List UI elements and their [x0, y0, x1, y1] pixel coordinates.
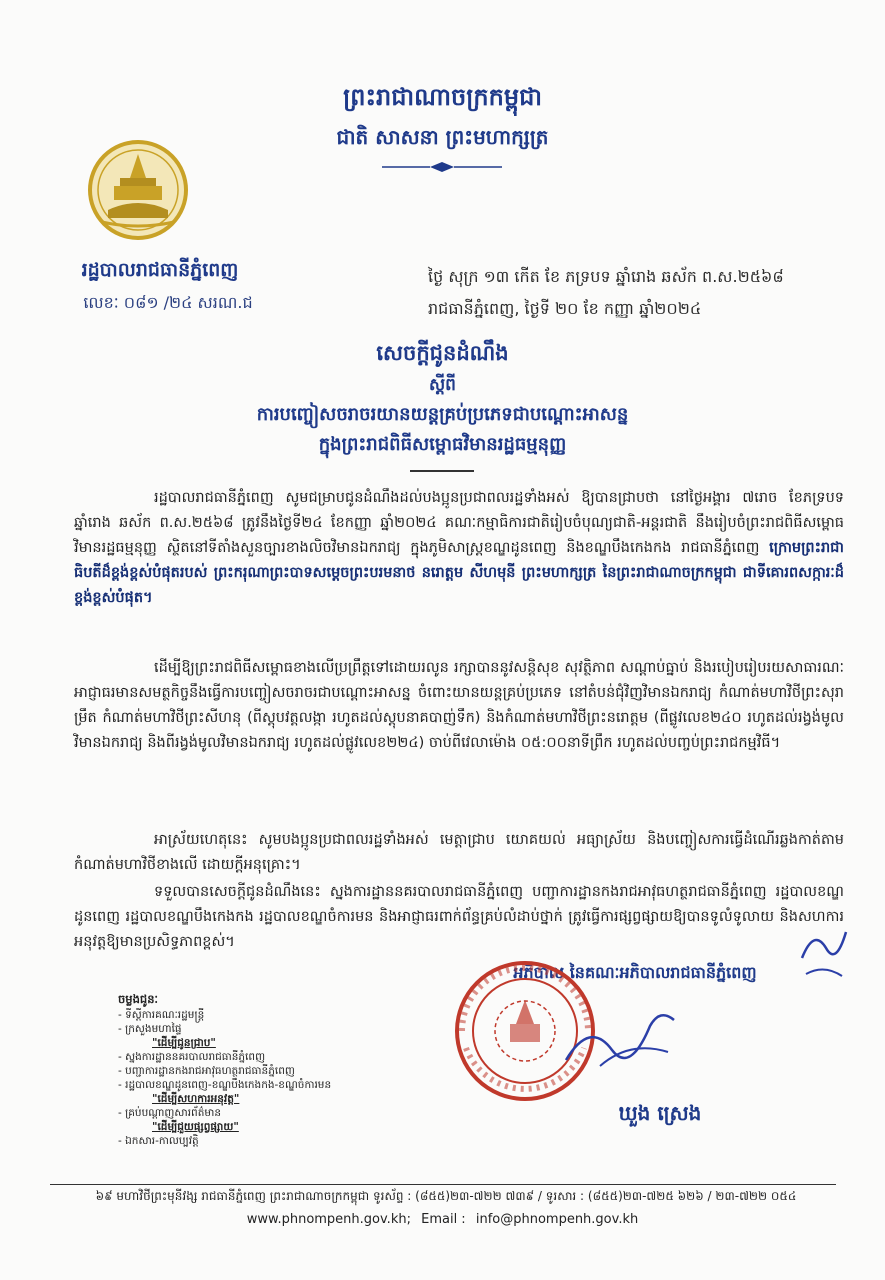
recipient-item: - បញ្ជាការដ្ឋានកងរាជអាវុធហត្ថរាជធានីភ្នំពេញ [118, 1065, 295, 1077]
signer-title: អភិបាល នៃគណៈអភិបាលរាជធានីភ្នំពេញ [513, 963, 757, 982]
recipient-item: - ឯកសារ-កាលប្បវត្តិ [118, 1135, 199, 1147]
footer-email-label: Email : [421, 1212, 466, 1227]
recipient-item: - រដ្ឋបាលខណ្ឌដូនពេញ-ខណ្ឌបឹងកេងកង-ខណ្ឌចំការមន [118, 1079, 332, 1091]
initials-mark-icon [796, 918, 852, 988]
handwritten-signature-icon [560, 1000, 680, 1080]
city-emblem-icon [86, 138, 190, 242]
recipients-heading: ចម្លងជូនៈ [118, 992, 159, 1006]
regarding-label: ស្តីពី [429, 375, 456, 395]
recipient-purpose: "ដើម្បីជូនជ្រាប" [152, 1037, 216, 1049]
paragraph-3-text: អាស្រ័យហេតុនេះ សូមបងប្អូនប្រជាពលរដ្ឋទាំងអស់ មេត្តាជ្រាប យោគយល់ អធ្យាស្រ័យ និងបញ្ចៀសការធ្វើដំណើរឆ្លងកាត់តាមកំណាត់មហាវិថីខាងលើ ដោយក្តីអនុគ្រោះ។ [74, 832, 844, 873]
ornament-divider-icon [382, 160, 502, 174]
subject-line-2: ក្នុងព្រះរាជពិធីសម្ពោធវិមានរដ្ឋធម្មនុញ្ញ [318, 434, 567, 455]
lunar-date: ថ្ងៃ សុក្រ ១៣ កើត ខែ ភទ្របទ ឆ្នាំរោង ឆស័ក ព.ស.២៥៦៨ [428, 267, 784, 286]
kingdom-heading: ព្រះរាជាណាចក្រកម្ពុជា [343, 83, 542, 111]
body-paragraph-2 [74, 656, 844, 828]
footer-contact [0, 1212, 885, 1227]
footer-website-link[interactable]: www.phnompenh.gov.kh; [246, 1212, 411, 1227]
recipient-item: - ក្រសួងមហាផ្ទៃ [118, 1023, 182, 1035]
signer-name: ឃួង ស្រេង [618, 1101, 702, 1125]
paragraph-1-bold-text: ក្រោមព្រះរាជាធិបតីដ៏ខ្ពង់ខ្ពស់បំផុតរបស់ ព្រះករុណាព្រះបាទសម្តេចព្រះបរមនាថ នរោត្តម សីហមុនី ព្រះមហាក្សត្រ នៃព្រះរាជាណាចក្រកម្ពុជា ជាទីគោរពសក្ការៈដ៏ខ្ពង់ខ្ពស់បំផុត។ [74, 540, 844, 606]
national-motto: ជាតិ សាសនា ព្រះមហាក្សត្រ [336, 125, 549, 149]
paragraph-4-text: ទទួលបានសេចក្តីជូនដំណឹងនេះ ស្នងការដ្ឋាននគរបាលរាជធានីភ្នំពេញ បញ្ជាការដ្ឋានកងរាជអាវុធហត្ថរាជធានីភ្នំពេញ រដ្ឋបាលខណ្ឌដូនពេញ រដ្ឋបាលខណ្ឌបឹងកេងកង រដ្ឋបាលខណ្ឌចំការមន និងអាជ្ញាធរពាក់ព័ន្ធគ្រប់លំដាប់ថ្នាក់ ត្រូវធ្វើការផ្សព្វផ្សាយឱ្យបានទូលំទូលាយ និងសហការអនុវត្តឱ្យមានប្រសិទ្ធភាពខ្ពស់។ [74, 884, 844, 950]
recipient-item: - ស្នងការដ្ឋាននគរបាលរាជធានីភ្នំពេញ [118, 1051, 266, 1063]
body-paragraph-1 [74, 486, 844, 656]
copy-recipients [118, 992, 438, 1148]
recipient-purpose: "ដើម្បីជួយផ្សព្វផ្សាយ" [152, 1121, 239, 1133]
footer-email-link[interactable]: info@phnompenh.gov.kh [475, 1212, 639, 1227]
footer-address: ៦៩ មហាវិថីព្រះមុនីវង្ស រាជធានីភ្នំពេញ ព្រះរាជាណាចក្រកម្ពុជា ទូរស័ព្ទ : (៨៥៥)២៣-៧២២ ៧៣៩ / ទូរសារ : (៨៥៥)២៣-៧២៥ ៦២៦ / ២៣-៧២២ ០៥៤ [95, 1189, 797, 1203]
body-paragraph-4 [74, 880, 844, 960]
footer-divider [50, 1184, 836, 1185]
recipient-item: - ទីស្តីការគណៈរដ្ឋមន្ត្រី [118, 1009, 205, 1021]
paragraph-1-text: រដ្ឋបាលរាជធានីភ្នំពេញ សូមជម្រាបជូនដំណឹងដល់បងប្អូនប្រជាពលរដ្ឋទាំងអស់ ឱ្យបានជ្រាបថា នៅថ្ងៃអង្គារ ៧រោច ខែភទ្របទ ឆ្នាំរោង ឆស័ក ព.ស.២៥៦៨ ត្រូវនឹងថ្ងៃទី២៤ ខែកញ្ញា ឆ្នាំ២០២៤ គណៈកម្មាធិការជាតិរៀបចំបុណ្យជាតិ-អន្តរជាតិ នឹងរៀបចំព្រះរាជពិធីសម្ពោធវិមានរដ្ឋធម្មនុញ្ញ ស្ថិតនៅទីតាំងសួនច្បារខាងលិចវិមានឯករាជ្យ ក្នុងភូមិសាស្រ្តខណ្ឌដូនពេញ និងខណ្ឌបឹងកេងកង រាជធានីភ្នំពេញ [74, 490, 844, 556]
document-type-title: សេចក្តីជូនដំណឹង [376, 341, 509, 365]
recipient-item: - គ្រប់បណ្តាញសារព័ត៌មាន [118, 1107, 222, 1119]
issuer-name: រដ្ឋបាលរាជធានីភ្នំពេញ [81, 259, 239, 281]
title-divider [410, 470, 474, 472]
body-paragraph-3 [74, 828, 844, 878]
paragraph-2-text: ដើម្បីឱ្យព្រះរាជពិធីសម្ពោធខាងលើប្រព្រឹត្តទៅដោយរលូន រក្សាបាននូវសន្តិសុខ សុវត្ថិភាព សណ្តាប់ធ្នាប់ និងរបៀបរៀបរយសាធារណៈ អាជ្ញាធរមានសមត្ថកិច្ចនឹងធ្វើការបញ្ចៀសចរាចរជាបណ្តោះអាសន្ន ចំពោះយានយន្តគ្រប់ប្រភេទ នៅតំបន់ជុំវិញវិមានឯករាជ្យ កំណាត់មហាវិថីព្រះសុរាម្រឹត កំណាត់មហាវិថីព្រះសីហនុ (ពីស្តុបវត្តលង្កា រហូតដល់ស្តុបនាគបាញ់ទឹក) និងកំណាត់មហាវិថីព្រះនរោត្តម (ពីផ្លូវលេខ២៤០ រហូតដល់រង្វង់មូលវិមានឯករាជ្យ និងពីរង្វង់មូលវិមានឯករាជ្យ រហូតដល់ផ្លូវលេខ២២៤) ចាប់ពីវេលាម៉ោង ០៥:០០នាទីព្រឹក រហូតដល់បញ្ចប់ព្រះរាជកម្មវិធី។ [74, 660, 844, 751]
reference-number: លេខៈ ០៨១ /២៤ សរណ.ជ [83, 293, 253, 312]
subject-line-1: ការបញ្ចៀសចរាចរយានយន្តគ្រប់ប្រភេទជាបណ្តោះអាសន្ន [256, 404, 629, 425]
gregorian-date: រាជធានីភ្នំពេញ, ថ្ងៃទី ២០ ខែ កញ្ញា ឆ្នាំ២០២៤ [428, 299, 702, 318]
recipient-purpose: "ដើម្បីសហការអនុវត្ត" [152, 1093, 240, 1105]
